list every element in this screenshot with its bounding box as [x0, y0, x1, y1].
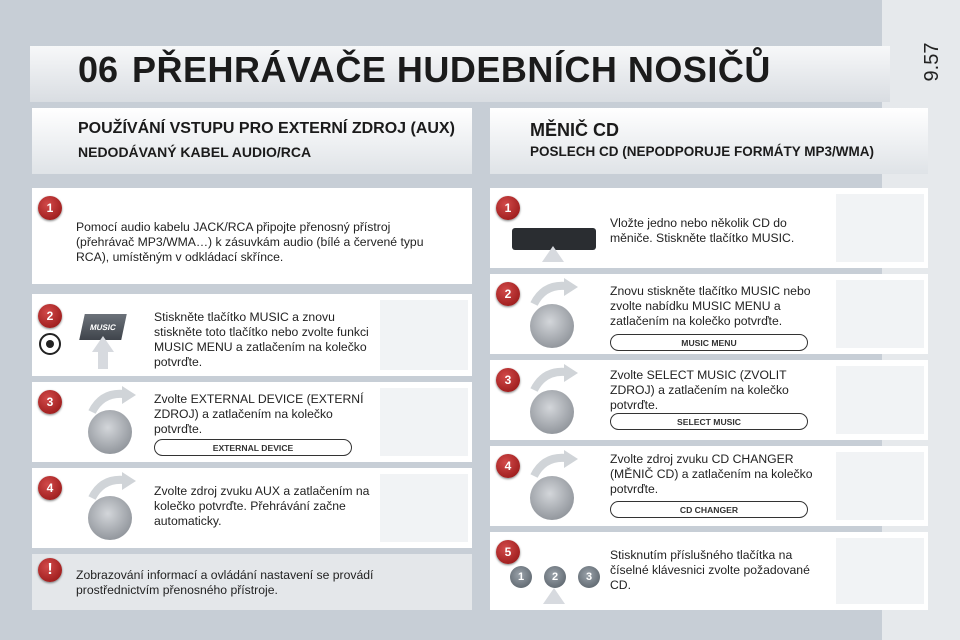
step-badge: 4 [38, 476, 62, 500]
page-number: 9.57 [920, 42, 943, 82]
right-step-5-panel [490, 532, 928, 610]
step-text: Vložte jedno nebo několik CD do měniče. Stiskněte tlačítko MUSIC. [610, 216, 795, 245]
radio-thumbnail [380, 388, 468, 456]
step-badge: 3 [496, 368, 520, 392]
radio-thumbnail [836, 452, 924, 520]
menu-pill: EXTERNAL DEVICE [154, 439, 352, 456]
left-step-4-panel [32, 468, 472, 548]
left-section-title: POUŽÍVÁNÍ VSTUPU PRO EXTERNÍ ZDROJ (AUX) [78, 120, 455, 137]
left-section-subtitle: NEDODÁVANÝ KABEL AUDIO/RCA [78, 144, 312, 160]
radio-thumbnail [836, 538, 924, 604]
preset-key-3: 3 [578, 566, 600, 588]
selector-knob-icon [88, 496, 132, 540]
preset-key-2: 2 [544, 566, 566, 588]
left-step-2-panel [32, 294, 472, 376]
press-arrow-icon [92, 336, 114, 352]
radio-thumbnail [836, 366, 924, 434]
press-arrow-shaft [98, 351, 108, 369]
menu-pill: SELECT MUSIC [610, 413, 808, 430]
step-badge: 2 [496, 282, 520, 306]
press-arrow-icon [543, 588, 565, 604]
radio-thumbnail [380, 300, 468, 370]
display-icon [36, 330, 64, 358]
preset-key-1: 1 [510, 566, 532, 588]
selector-knob-icon [530, 304, 574, 348]
note-panel [32, 554, 472, 610]
selector-knob-icon [530, 476, 574, 520]
left-step-3-panel [32, 382, 472, 462]
step-text: Zvolte zdroj zvuku AUX a zatlačením na kolečko potvrďte. Přehrávání začne automaticky. [154, 484, 370, 528]
right-section-header [490, 108, 928, 174]
right-section-title: MĚNIČ CD [530, 120, 619, 140]
selector-knob-icon [88, 410, 132, 454]
step-badge: 5 [496, 540, 520, 564]
music-button: MUSIC [79, 314, 127, 340]
step-text: Zvolte SELECT MUSIC (ZVOLIT ZDROJ) a zatlačením na kolečko potvrďte. [610, 368, 789, 412]
right-section-subtitle: POSLECH CD (NEPODPORUJE FORMÁTY MP3/WMA) [530, 144, 875, 159]
step-badge: 1 [496, 196, 520, 220]
warning-icon: ! [38, 558, 62, 582]
right-step-3-panel [490, 360, 928, 440]
page-title: PŘEHRÁVAČE HUDEBNÍCH NOSIČŮ [132, 49, 771, 90]
menu-pill: MUSIC MENU [610, 334, 808, 351]
step-badge: 3 [38, 390, 62, 414]
step-badge: 2 [38, 304, 62, 328]
insert-arrow-icon [542, 246, 564, 262]
chapter-number: 06 [78, 49, 119, 90]
right-step-1-panel [490, 188, 928, 268]
left-section-header [32, 108, 472, 174]
step-text: Stisknutím příslušného tlačítka na číselné klávesnici zvolte požadované CD. [610, 548, 810, 592]
right-step-2-panel [490, 274, 928, 354]
step-text: Zvolte zdroj zvuku CD CHANGER (MĚNIČ CD) a zatlačením na kolečko potvrďte. [610, 452, 813, 496]
step-badge: 1 [38, 196, 62, 220]
step-text: Znovu stiskněte tlačítko MUSIC nebo zvolte nabídku MUSIC MENU a zatlačením na kolečko potvrďte. [610, 284, 811, 328]
step-text: Pomocí audio kabelu JACK/RCA připojte přenosný přístroj (přehrávač MP3/WMA…) k zásuvkám audio (bílé a červené typu RCA), umístěným v odkládací skřínce. [76, 220, 424, 264]
radio-thumbnail [836, 280, 924, 348]
selector-knob-icon [530, 390, 574, 434]
radio-thumbnail [380, 474, 468, 542]
note-text: Zobrazování informací a ovládání nastavení se provádí prostřednictvím přenosného přístroje. [76, 568, 374, 597]
right-step-4-panel [490, 446, 928, 526]
step-badge: 4 [496, 454, 520, 478]
menu-pill: CD CHANGER [610, 501, 808, 518]
step-text: Stiskněte tlačítko MUSIC a znovu stiskněte toto tlačítko nebo zvolte funkci MUSIC MENU a zatlačením na kolečko potvrďte. [154, 310, 369, 369]
left-step-1-panel [32, 188, 472, 284]
radio-thumbnail [836, 194, 924, 262]
step-text: Zvolte EXTERNAL DEVICE (EXTERNÍ ZDROJ) a zatlačením na kolečko potvrďte. [154, 392, 364, 436]
